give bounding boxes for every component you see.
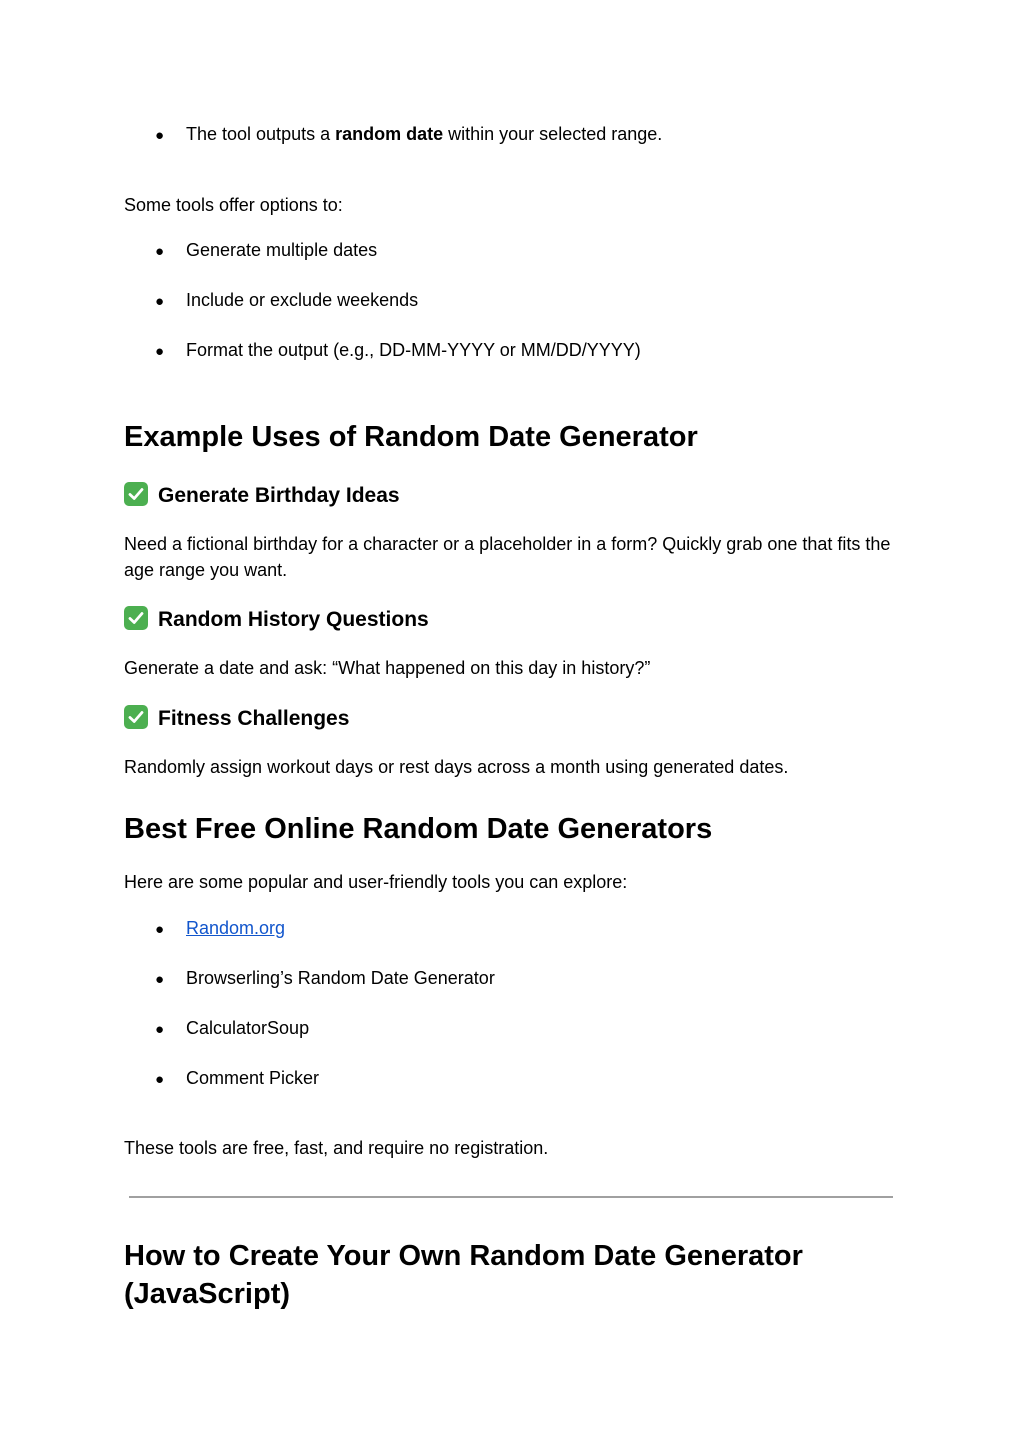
paragraph: Need a fictional birthday for a character or a placeholder in a form? Quickly grab one that fits the age range you want. xyxy=(124,534,891,580)
list-item-text: Generate multiple dates xyxy=(186,240,378,260)
list-item xyxy=(155,237,377,265)
list-item xyxy=(155,915,285,943)
list-item xyxy=(155,287,418,315)
bullet-icon: ● xyxy=(155,243,165,260)
subheading-text: Random History Questions xyxy=(158,608,429,631)
bullet-icon: ● xyxy=(155,127,165,144)
section-heading-uses: Example Uses of Random Date Generator xyxy=(124,421,698,453)
list-item xyxy=(155,965,495,993)
horizontal-divider xyxy=(129,1196,893,1198)
bullet-icon: ● xyxy=(155,293,165,310)
list-item-text: Browserling’s Random Date Generator xyxy=(186,968,495,988)
random-org-link[interactable]: Random.org xyxy=(186,918,286,938)
check-mark-button-icon xyxy=(124,606,148,630)
text-segment: within your selected range. xyxy=(443,124,663,144)
check-mark-button-icon xyxy=(124,482,148,506)
paragraph: Generate a date and ask: “What happened on this day in history?” xyxy=(124,658,651,678)
bold-text: random date xyxy=(335,124,444,144)
bullet-text xyxy=(186,121,662,147)
list-item-text: CalculatorSoup xyxy=(186,1018,310,1038)
bullet-icon: ● xyxy=(155,971,165,988)
subheading xyxy=(124,482,400,510)
list-item xyxy=(155,121,662,149)
tools-closing: These tools are free, fast, and require no registration. xyxy=(124,1138,549,1158)
bullet-icon: ● xyxy=(155,1021,165,1038)
list-item xyxy=(155,1065,319,1093)
section-heading-create: How to Create Your Own Random Date Generator (JavaScript) xyxy=(124,1240,803,1310)
bullet-icon: ● xyxy=(155,921,165,938)
list-item-text: Format the output (e.g., DD-MM-YYYY or MM/DD/YYYY) xyxy=(186,340,641,360)
section-heading-tools: Best Free Online Random Date Generators xyxy=(124,813,713,845)
list-item xyxy=(155,1015,309,1043)
list-item xyxy=(155,337,641,365)
tools-intro: Here are some popular and user-friendly tools you can explore: xyxy=(124,872,628,892)
subheading xyxy=(124,606,429,634)
list-item-text: Comment Picker xyxy=(186,1068,320,1088)
text-segment: The tool outputs a xyxy=(186,124,336,144)
paragraph: Randomly assign workout days or rest days across a month using generated dates. xyxy=(124,757,789,777)
bullet-icon: ● xyxy=(155,343,165,360)
bullet-icon: ● xyxy=(155,1071,165,1088)
subheading xyxy=(124,705,349,733)
check-mark-button-icon xyxy=(124,705,148,729)
subheading-text: Fitness Challenges xyxy=(158,707,350,730)
options-intro: Some tools offer options to: xyxy=(124,195,343,215)
subheading-text: Generate Birthday Ideas xyxy=(158,484,400,507)
list-item-text: Include or exclude weekends xyxy=(186,290,419,310)
